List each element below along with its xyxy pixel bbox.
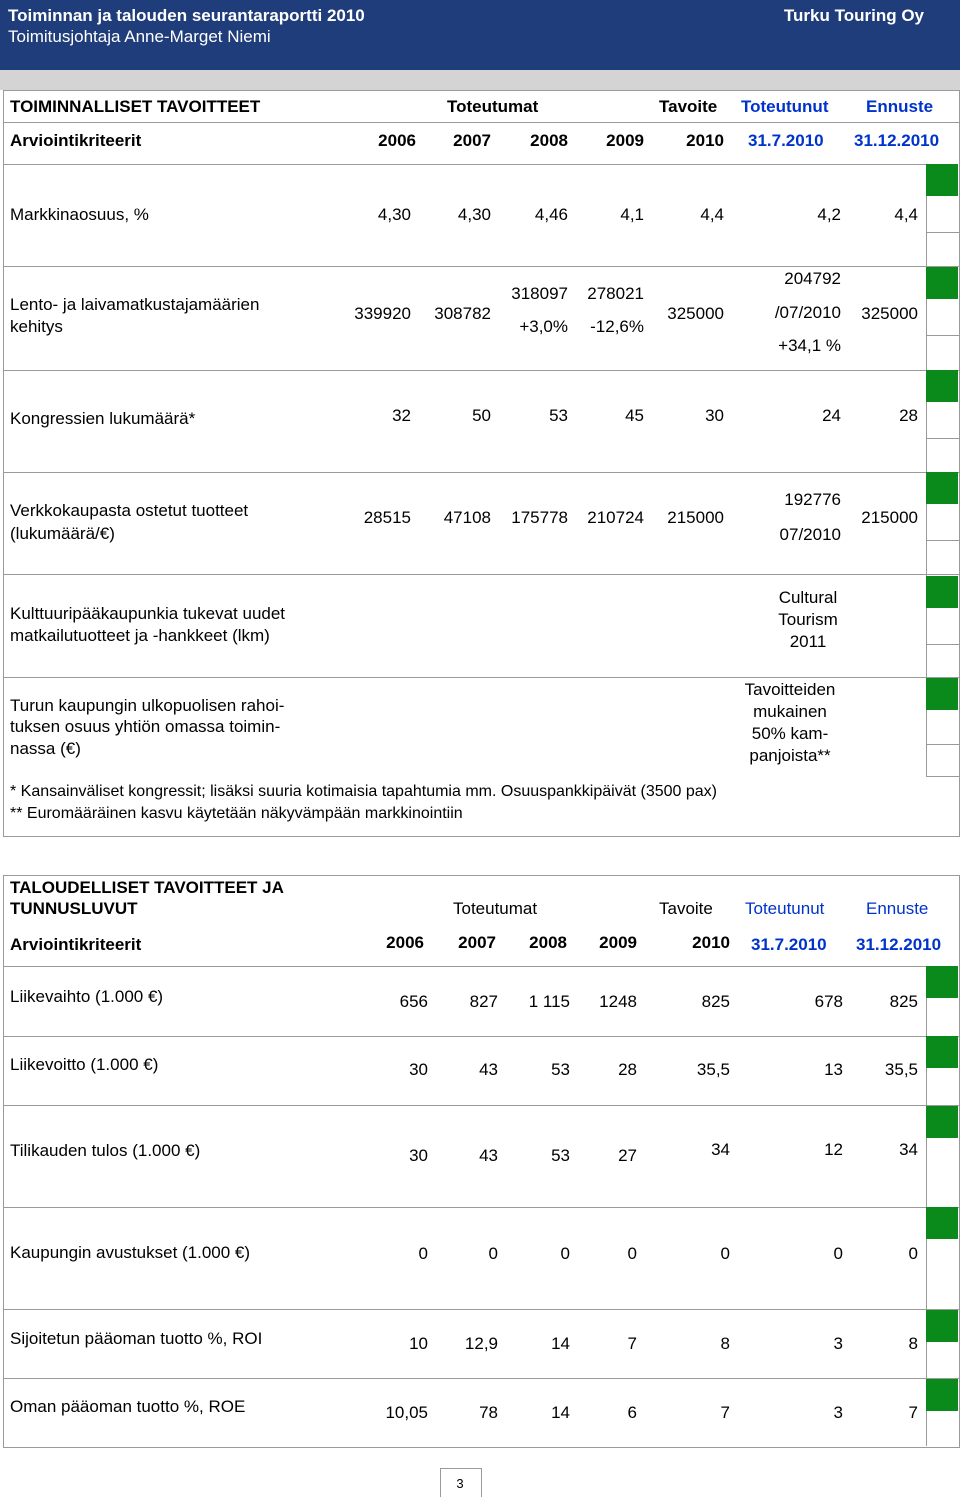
fin-header-tavoite: Tavoite — [659, 899, 713, 918]
roe-2009: 6 — [627, 1403, 637, 1422]
ops-date-toteutunut: 31.7.2010 — [748, 131, 824, 150]
fin-divider — [3, 966, 926, 967]
roe-ennuste: 7 — [908, 1403, 918, 1422]
turku-toteutunut-4: panjoista** — [749, 746, 831, 765]
liikevoitto-2009: 28 — [618, 1060, 637, 1079]
fin-year-2009: 2009 — [599, 933, 637, 952]
ops-divider — [3, 164, 926, 165]
status-green-indicator — [926, 1207, 958, 1239]
markkina-2007: 4,30 — [457, 205, 491, 224]
kongressi-2008: 53 — [549, 406, 568, 425]
lento-toteutunut: 204792 — [784, 269, 841, 288]
lento-2007: 308782 — [434, 304, 491, 323]
ops-year-2010: 2010 — [686, 131, 724, 150]
markkina-2006: 4,30 — [377, 205, 411, 224]
status-green-indicator — [926, 370, 958, 402]
roe-2010: 7 — [720, 1403, 730, 1422]
liikevoitto-2010: 35,5 — [696, 1060, 730, 1079]
tulos-2007: 43 — [479, 1146, 498, 1165]
lento-2010: 325000 — [667, 304, 724, 323]
markkina-2009: 4,1 — [620, 205, 644, 224]
status-cell-divider — [926, 232, 959, 233]
report-title: Toiminnan ja talouden seurantaraportti 2010 — [8, 6, 365, 25]
tulos-2010: 34 — [711, 1140, 730, 1159]
markkina-toteutunut: 4,2 — [817, 205, 841, 224]
ops-title: TOIMINNALLISET TAVOITTEET — [10, 97, 261, 116]
fin-year-2007: 2007 — [458, 933, 496, 952]
liikevaihto-2010: 825 — [701, 992, 730, 1011]
roi-2006: 10 — [409, 1334, 428, 1353]
fin-row-divider — [3, 1378, 959, 1379]
status-cell-divider — [926, 744, 959, 745]
row-markkinaosuus-label: Markkinaosuus, % — [10, 205, 149, 224]
fin-row-divider — [3, 1036, 959, 1037]
fin-title-1: TALOUDELLISET TAVOITTEET JA — [10, 878, 284, 897]
markkina-2008: 4,46 — [534, 205, 568, 224]
status-green-indicator — [926, 1106, 958, 1138]
status-green-indicator — [926, 1310, 958, 1342]
row-kulttuuri-label-1: Kulttuuripääkaupunkia tukevat uudet — [10, 604, 286, 623]
roe-2008: 14 — [551, 1403, 570, 1422]
fin-row-roi-label: Sijoitetun pääoman tuotto %, ROI — [10, 1329, 263, 1348]
fin-row-tulos-label: Tilikauden tulos (1.000 €) — [10, 1141, 201, 1160]
row-lento-label-2: kehitys — [10, 317, 63, 336]
roi-2010: 8 — [720, 1334, 730, 1353]
row-turku-label-3: nassa (€) — [10, 739, 81, 758]
liikevoitto-2006: 30 — [409, 1060, 428, 1079]
ops-header-toteutunut: Toteutunut — [741, 97, 829, 116]
kongressi-ennuste: 28 — [899, 406, 918, 425]
status-cell-divider — [926, 540, 959, 541]
turku-toteutunut-2: mukainen — [753, 702, 827, 721]
tulos-toteutunut: 12 — [824, 1140, 843, 1159]
roi-2007: 12,9 — [464, 1334, 498, 1353]
lento-2006: 339920 — [354, 304, 411, 323]
footnote-euro: ** Euromääräinen kasvu käytetään näkyvämpään markkinointiin — [10, 805, 463, 822]
liikevoitto-toteutunut: 13 — [824, 1060, 843, 1079]
fin-header-toteutunut: Toteutunut — [745, 899, 825, 918]
status-green-indicator — [926, 966, 958, 998]
markkina-ennuste: 4,4 — [894, 205, 918, 224]
avustukset-toteutunut: 0 — [833, 1244, 843, 1263]
tulos-ennuste: 34 — [899, 1140, 918, 1159]
roi-2009: 7 — [627, 1334, 637, 1353]
markkina-2010: 4,4 — [700, 205, 724, 224]
row-lento-label-1: Lento- ja laivamatkustajamäärien — [10, 295, 260, 314]
report-author: Toimitusjohtaja Anne-Marget Niemi — [8, 27, 271, 46]
lento-2009: 278021 — [587, 284, 644, 303]
tulos-2009: 27 — [618, 1146, 637, 1165]
ops-year-2009: 2009 — [606, 131, 644, 150]
kongressi-2010: 30 — [705, 406, 724, 425]
ops-year-2008: 2008 — [530, 131, 568, 150]
row-turku-label-2: tuksen osuus yhtiön omassa toimin- — [10, 717, 281, 736]
fin-row-avustukset-label: Kaupungin avustukset (1.000 €) — [10, 1243, 251, 1262]
fin-year-2008: 2008 — [529, 933, 567, 952]
liikevaihto-toteutunut: 678 — [814, 992, 843, 1011]
status-cell-divider — [926, 438, 959, 439]
verkko-2008: 175778 — [511, 508, 568, 527]
avustukset-ennuste: 0 — [908, 1244, 918, 1263]
status-green-indicator — [926, 1036, 958, 1068]
liikevoitto-2007: 43 — [479, 1060, 498, 1079]
ops-row-divider — [3, 677, 959, 678]
fin-row-divider — [3, 1105, 959, 1106]
fin-title-2: TUNNUSLUVUT — [10, 899, 138, 918]
status-green-indicator — [926, 164, 958, 196]
ops-header-ennuste: Ennuste — [866, 97, 934, 116]
verkko-toteutunut: 192776 — [784, 490, 841, 509]
avustukset-2009: 0 — [627, 1244, 637, 1263]
turku-toteutunut-3: 50% kam- — [751, 724, 829, 743]
fin-row-divider — [3, 1309, 959, 1310]
status-cell-divider — [926, 776, 959, 777]
liikevaihto-2008: 1 115 — [528, 992, 570, 1011]
ops-year-2006: 2006 — [378, 131, 416, 150]
status-green-indicator — [926, 472, 958, 504]
liikevoitto-ennuste: 35,5 — [884, 1060, 918, 1079]
fin-row-roe-label: Oman pääoman tuotto %, ROE — [10, 1397, 246, 1416]
row-turku-label-1: Turun kaupungin ulkopuolisen rahoi- — [10, 696, 285, 715]
row-verkko-label-1: Verkkokaupasta ostetut tuotteet — [10, 501, 249, 520]
kulttuuri-toteutunut-2: Tourism — [778, 610, 838, 629]
ops-header-toteutumat: Toteutumat — [447, 97, 539, 116]
ops-criteria-label: Arviointikriteerit — [10, 131, 142, 150]
row-kongressi-label: Kongressien lukumäärä* — [10, 409, 196, 428]
lento-2008-change: +3,0% — [519, 317, 568, 336]
kongressi-2007: 50 — [472, 406, 491, 425]
status-cell-divider — [926, 335, 959, 336]
lento-toteutunut-change: +34,1 % — [778, 336, 841, 355]
fin-header-ennuste: Ennuste — [866, 899, 929, 918]
liikevaihto-ennuste: 825 — [889, 992, 918, 1011]
header-separator — [0, 70, 960, 90]
row-kulttuuri-label-2: matkailutuotteet ja -hankkeet (lkm) — [10, 626, 270, 645]
verkko-2007: 47108 — [443, 508, 491, 527]
liikevaihto-2009: 1248 — [599, 992, 637, 1011]
roi-ennuste: 8 — [908, 1334, 918, 1353]
verkko-ennuste: 215000 — [861, 508, 918, 527]
lento-2009-change: -12,6% — [590, 317, 644, 336]
tulos-2008: 53 — [551, 1146, 570, 1165]
roi-toteutunut: 3 — [833, 1334, 843, 1353]
liikevaihto-2006: 656 — [399, 992, 428, 1011]
ops-header-tavoite: Tavoite — [659, 97, 718, 116]
ops-year-2007: 2007 — [453, 131, 491, 150]
status-green-indicator — [926, 1379, 958, 1411]
avustukset-2006: 0 — [418, 1244, 428, 1263]
fin-date-toteutunut: 31.7.2010 — [751, 935, 827, 954]
fin-row-liikevaihto-label: Liikevaihto (1.000 €) — [10, 987, 164, 1006]
footnote-kongressit: * Kansainväliset kongressit; lisäksi suuria kotimaisia tapahtumia mm. Osuuspankkipäivät (3500 pax) — [10, 783, 717, 800]
verkko-2010: 215000 — [667, 508, 724, 527]
row-verkko-label-2: (lukumäärä/€) — [10, 524, 115, 543]
kongressi-toteutunut: 24 — [822, 406, 841, 425]
avustukset-2010: 0 — [720, 1244, 730, 1263]
fin-row-divider — [3, 1207, 959, 1208]
status-green-indicator — [926, 576, 958, 608]
lento-toteutunut-date: /07/2010 — [774, 303, 841, 322]
roe-2007: 78 — [479, 1403, 498, 1422]
avustukset-2007: 0 — [488, 1244, 498, 1263]
status-cell-divider — [926, 644, 959, 645]
fin-year-2010: 2010 — [692, 933, 730, 952]
fin-criteria-label: Arviointikriteerit — [10, 935, 142, 954]
ops-row-divider — [3, 370, 959, 371]
ops-divider — [3, 122, 959, 123]
company-name: Turku Touring Oy — [783, 6, 924, 25]
ops-row-divider — [3, 266, 959, 267]
turku-toteutunut-1: Tavoitteiden — [744, 680, 836, 699]
fin-date-ennuste: 31.12.2010 — [856, 935, 942, 954]
ops-date-ennuste: 31.12.2010 — [854, 131, 940, 150]
kongressi-2009: 45 — [625, 406, 644, 425]
kulttuuri-toteutunut-3: 2011 — [789, 632, 827, 651]
verkko-2006: 28515 — [363, 508, 411, 527]
status-green-indicator — [926, 267, 958, 299]
ops-row-divider — [3, 472, 959, 473]
roi-2008: 14 — [551, 1334, 570, 1353]
roe-toteutunut: 3 — [833, 1403, 843, 1422]
fin-year-2006: 2006 — [386, 933, 424, 952]
fin-row-liikevoitto-label: Liikevoitto (1.000 €) — [10, 1055, 159, 1074]
liikevaihto-2007: 827 — [469, 992, 498, 1011]
lento-ennuste: 325000 — [861, 304, 918, 323]
lento-2008: 318097 — [511, 284, 568, 303]
kongressi-2006: 32 — [392, 406, 411, 425]
page-number: 3 — [456, 1476, 464, 1491]
roe-2006: 10,05 — [385, 1403, 428, 1422]
verkko-toteutunut-date: 07/2010 — [779, 525, 841, 544]
kulttuuri-toteutunut-1: Cultural — [778, 588, 838, 607]
avustukset-2008: 0 — [560, 1244, 570, 1263]
status-green-indicator — [926, 678, 958, 710]
fin-header-toteutumat: Toteutumat — [453, 899, 538, 918]
verkko-2009: 210724 — [587, 508, 644, 527]
liikevoitto-2008: 53 — [551, 1060, 570, 1079]
ops-row-divider — [3, 574, 959, 575]
tulos-2006: 30 — [409, 1146, 428, 1165]
